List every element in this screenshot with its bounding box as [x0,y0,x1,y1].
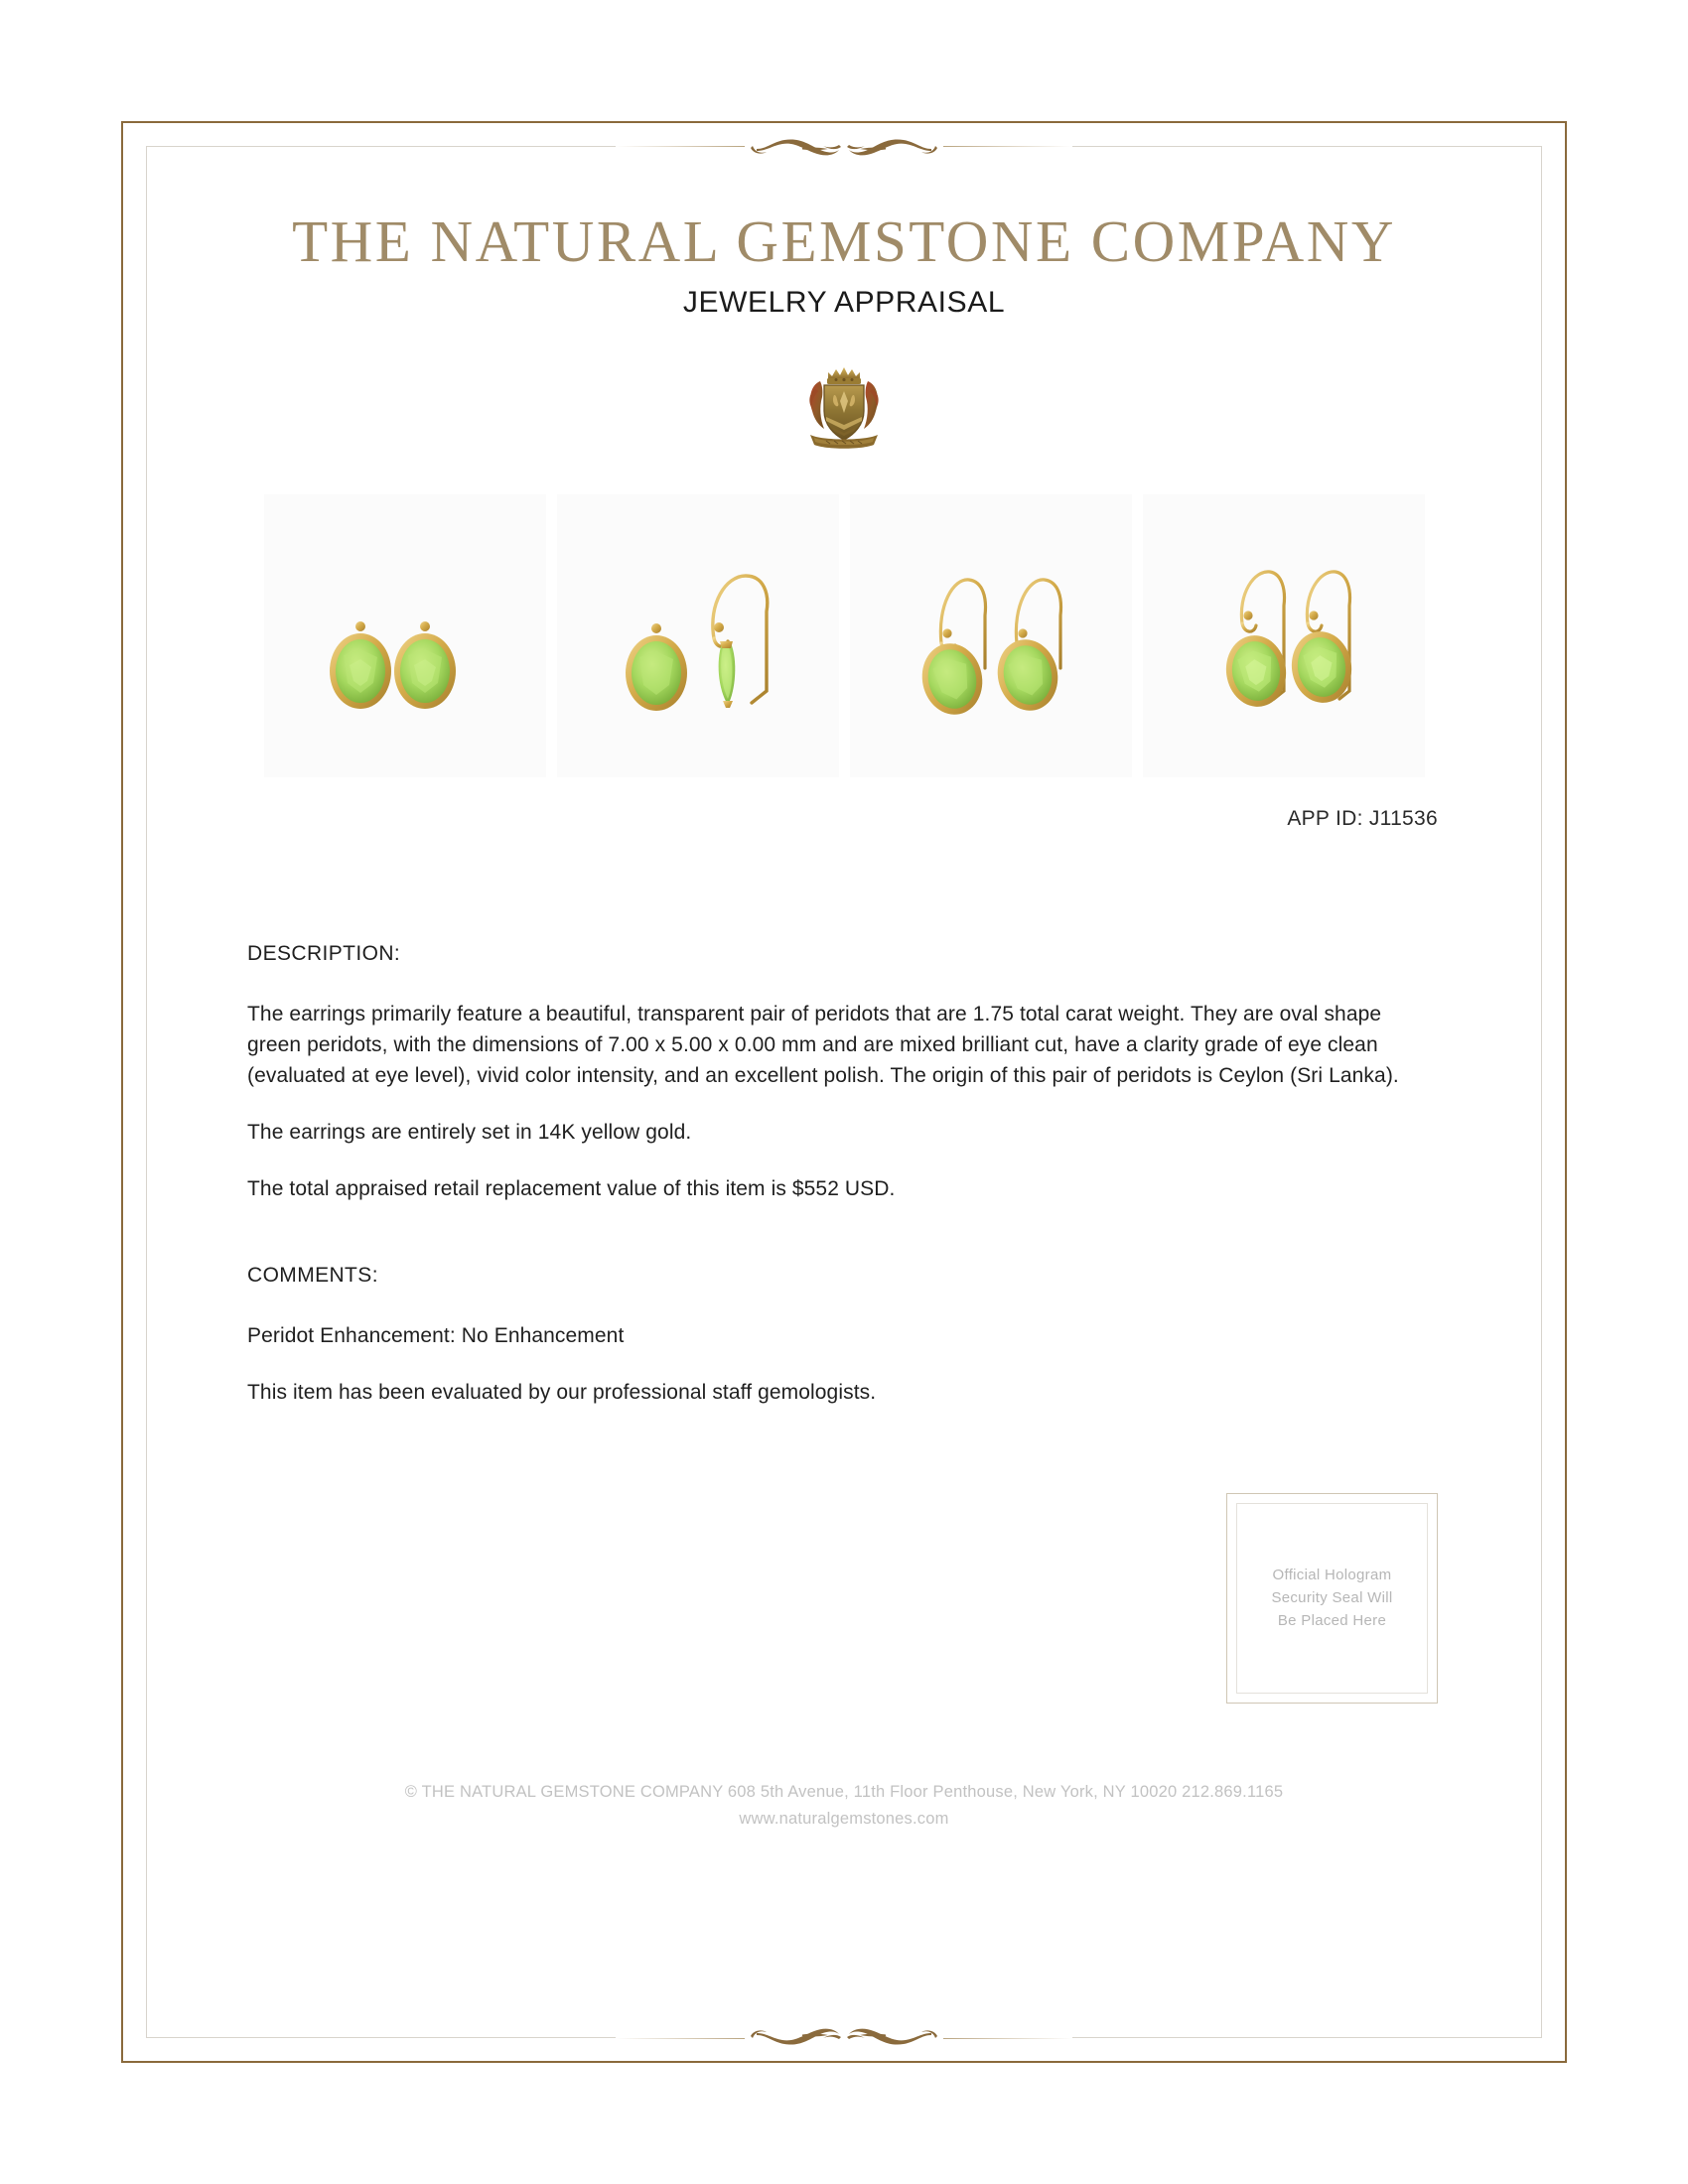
hologram-seal-area [147,1493,1541,1704]
comments-heading: COMMENTS: [247,1263,378,1287]
certificate-body [147,942,1541,1408]
comments-line-2: This item has been evaluated by our professional staff gemologists. [247,1380,877,1404]
crest-logo-container [147,355,1541,451]
appraisal-certificate-page [121,121,1567,2063]
document-subtitle: JEWELRY APPRAISAL [682,285,1006,319]
heraldic-crest-icon [796,355,892,451]
description-heading: DESCRIPTION: [247,941,401,965]
flourish-rule-left [616,146,745,147]
footer-address-line: © THE NATURAL GEMSTONE COMPANY 608 5th Avenue, 11th Floor Penthouse, New York, NY 10020 212.869.1165 [404,1782,1284,1801]
certificate-footer [147,1779,1541,1833]
flourish-rule-left [616,2038,745,2039]
page-title: THE NATURAL GEMSTONE COMPANY [292,208,1396,274]
jewelry-image-gallery [147,494,1541,777]
scroll-flourish-icon-bottom [616,2015,1072,2061]
description-paragraph-3: The total appraised retail replacement value of this item is $552 USD. [247,1176,896,1200]
hologram-seal-line-2: Security Seal Will [1271,1589,1393,1607]
description-paragraph-2: The earrings are entirely set in 14K yellow gold. [247,1120,692,1144]
app-id-value: APP ID: J11536 [1287,806,1438,830]
gallery-thumbnail[interactable] [264,494,546,777]
hologram-seal-outer-border [1226,1493,1438,1704]
certificate-inner-border [146,146,1542,2038]
app-id-row [147,807,1541,831]
gallery-thumbnail[interactable] [850,494,1132,777]
gallery-thumbnail[interactable] [557,494,839,777]
flourish-rule-right [943,146,1072,147]
hologram-seal-line-1: Official Hologram [1272,1567,1392,1584]
hologram-seal-text [1271,1564,1392,1632]
gallery-thumbnail[interactable] [1143,494,1425,777]
description-paragraph-1: The earrings primarily feature a beautiful, transparent pair of peridots that are 1.75 total carat weight. They are oval shape green peridots, with the dimensions of 7.00 x 5.00 x 0.00 mm and are mixed brilliant cut, have a clarity grade of eye clean (evaluated at eye level), vivid color intensity, and an excellent polish. The origin of this pair of peridots is Ceylon (Sri Lanka). [247,1002,1399,1087]
scroll-flourish-icon-top [616,123,1072,169]
flourish-rule-right [943,2038,1072,2039]
comments-line-1: Peridot Enhancement: No Enhancement [247,1323,625,1347]
hologram-seal-line-3: Be Placed Here [1277,1612,1387,1630]
hologram-seal-inner-border [1236,1503,1428,1694]
certificate-header [147,147,1541,451]
footer-website-line[interactable]: www.naturalgemstones.com [739,1809,949,1828]
